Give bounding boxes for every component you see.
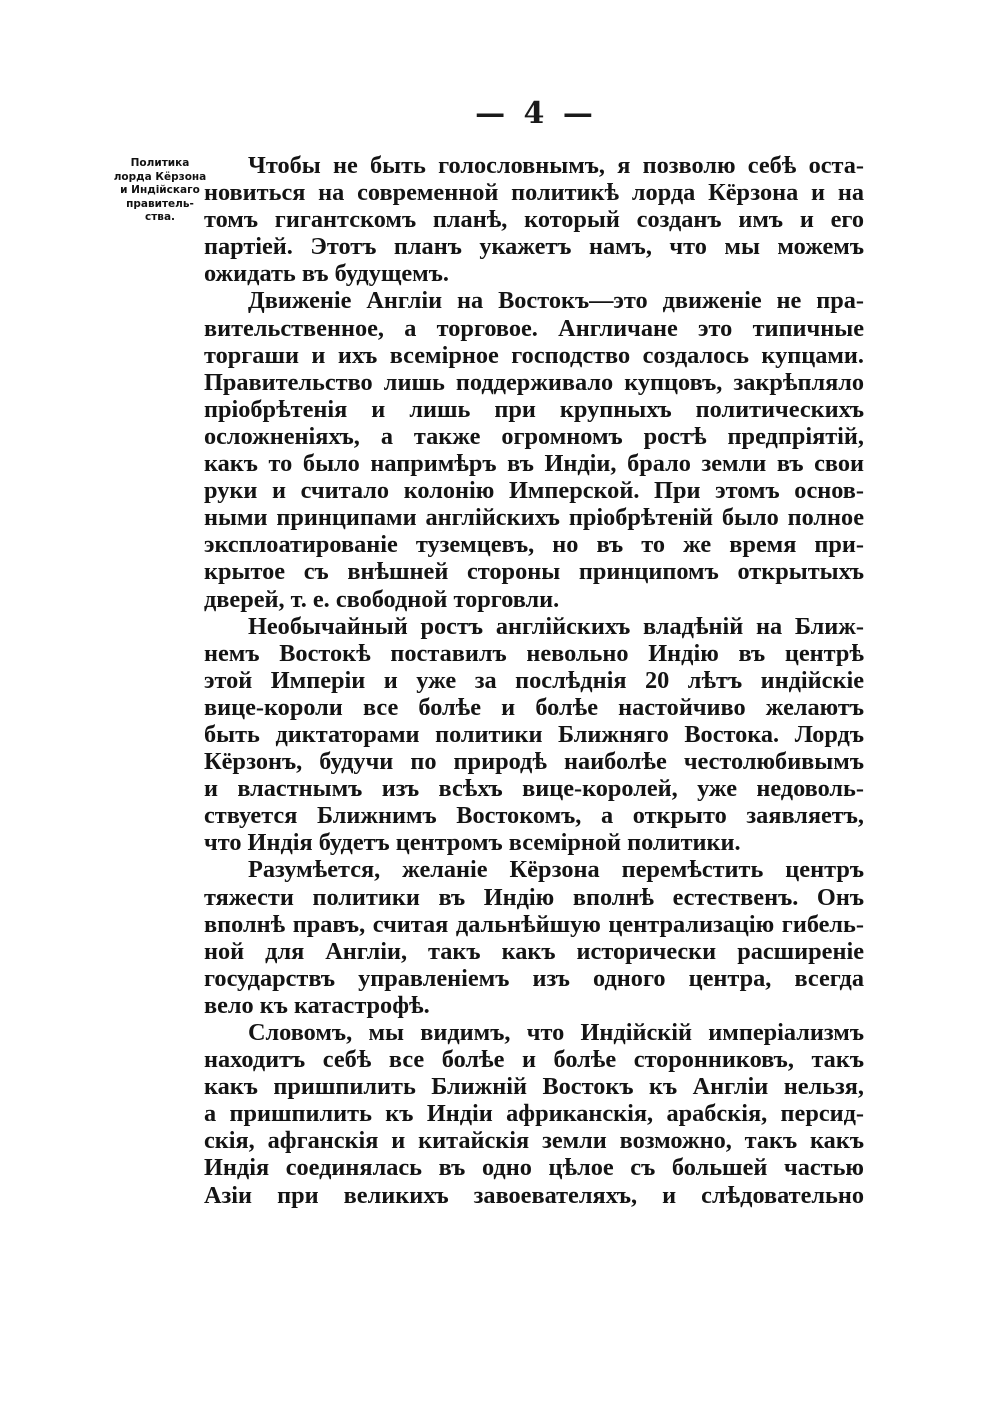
text-line: эксплоатированiе туземцевъ, но въ то же время при- [204, 531, 864, 559]
text-line: Кёрзонъ, будучи по природѣ наиболѣе честолюбивымъ [204, 748, 864, 776]
text-line: вительственное, а торговое. Англичане это типичные [204, 314, 864, 342]
text-line: крытое съ внѣшней стороны принципомъ открытыхъ [204, 558, 864, 586]
text-line: какъ пришпилить Ближнiй Востокъ къ Англiи нельзя, [204, 1073, 864, 1101]
paragraph [204, 287, 864, 612]
text-line: ствуется Ближнимъ Востокомъ, а открыто заявляетъ, [204, 802, 864, 830]
text-line: Правительство лишь поддерживало купцовъ, закрѣпляло [204, 368, 864, 396]
text-line: скiя, афганскiя и китайскiя земли возможно, такъ какъ [204, 1127, 864, 1155]
text-line: торгаши и ихъ всемiрное господство создалось купцами. [204, 341, 864, 369]
page-number: — 4 — [475, 96, 597, 131]
text-line: Чтобы не быть голословнымъ, я позволю себѣ оста- [248, 152, 864, 179]
text-line: а пришпилить къ Индiи африканскiя, арабскiя, персид- [204, 1100, 864, 1128]
text-line: находитъ себѣ все болѣе и болѣе сторонниковъ, такъ [204, 1046, 864, 1074]
paragraph [204, 856, 864, 1019]
margin-note-line: и Индійскаго [120, 184, 200, 197]
text-line: Разумѣется, желанiе Кёрзона перемѣстить центръ [248, 856, 864, 884]
text-line: новиться на современной политикѣ лорда Кёрзона и на [204, 179, 864, 207]
text-line: и властнымъ изъ всѣхъ вице-королей, уже недоволь- [204, 775, 864, 803]
paragraph [204, 152, 864, 287]
margin-note-line: ства. [144, 211, 176, 224]
margin-note-line: правитель- [126, 197, 194, 210]
text-line: осложненiяхъ, а также огромномъ ростѣ предпрiятiй, [204, 422, 864, 450]
body-text [204, 152, 864, 1209]
text-line: партiей. Этотъ планъ укажетъ намъ, что мы можемъ [204, 233, 864, 261]
text-line: государствъ управленiемъ изъ одного центра, всегда [204, 964, 864, 992]
text-line: Словомъ, мы видимъ, что Индiйскiй имперiализмъ [248, 1019, 864, 1046]
text-line: Индiя соединялась въ одно цѣлое съ большей частью [204, 1154, 864, 1182]
paragraph [204, 1019, 864, 1209]
text-line: ными принципами англiйскихъ прiобрѣтенiй было полное [204, 504, 864, 532]
text-line: Движенiе Англiи на Востокъ—это движенiе не пра- [248, 287, 864, 315]
margin-note-line: Политика [130, 157, 190, 169]
text-line: ожидать въ будущемъ. [204, 260, 449, 288]
text-line: быть диктаторами политики Ближняго Востока. Лордъ [204, 720, 864, 748]
text-line: какъ то было напримѣръ въ Индiи, брало земли въ свои [204, 450, 864, 478]
text-line: томъ гигантскомъ планѣ, который созданъ имъ и его [204, 206, 864, 234]
paragraph [204, 613, 864, 857]
text-line: вице-короли все болѣе и болѣе настойчиво желаютъ [204, 693, 864, 721]
text-line: ной для Англiи, такъ какъ исторически расширенiе [204, 937, 864, 965]
text-line: немъ Востокѣ поставилъ невольно Индiю въ центрѣ [204, 639, 864, 667]
margin-note [108, 157, 212, 225]
text-line: дверей, т. е. свободной торговли. [204, 585, 560, 613]
text-line: что Индiя будетъ центромъ всемiрной политики. [204, 829, 741, 857]
text-line: Необычайный ростъ англiйскихъ владѣнiй на Ближ- [248, 612, 864, 640]
text-line: вело къ катастрофѣ. [204, 991, 430, 1019]
text-line: вполнѣ правъ, считая дальнѣйшую централизацiю гибель- [204, 910, 864, 938]
text-line: тяжести политики въ Индiю вполнѣ естественъ. Онъ [204, 883, 864, 911]
text-line: руки и считало колонiю Имперской. При этомъ основ- [204, 477, 864, 505]
margin-note-line: лорда Кёрзона [113, 170, 207, 183]
text-line: Азiи при великихъ завоевателяхъ, и слѣдовательно [204, 1181, 864, 1209]
text-line: этой Имперiи и уже за послѣднiя 20 лѣтъ индiйскiе [204, 666, 864, 694]
text-line: прiобрѣтенiя и лишь при крупныхъ политическихъ [204, 395, 864, 423]
